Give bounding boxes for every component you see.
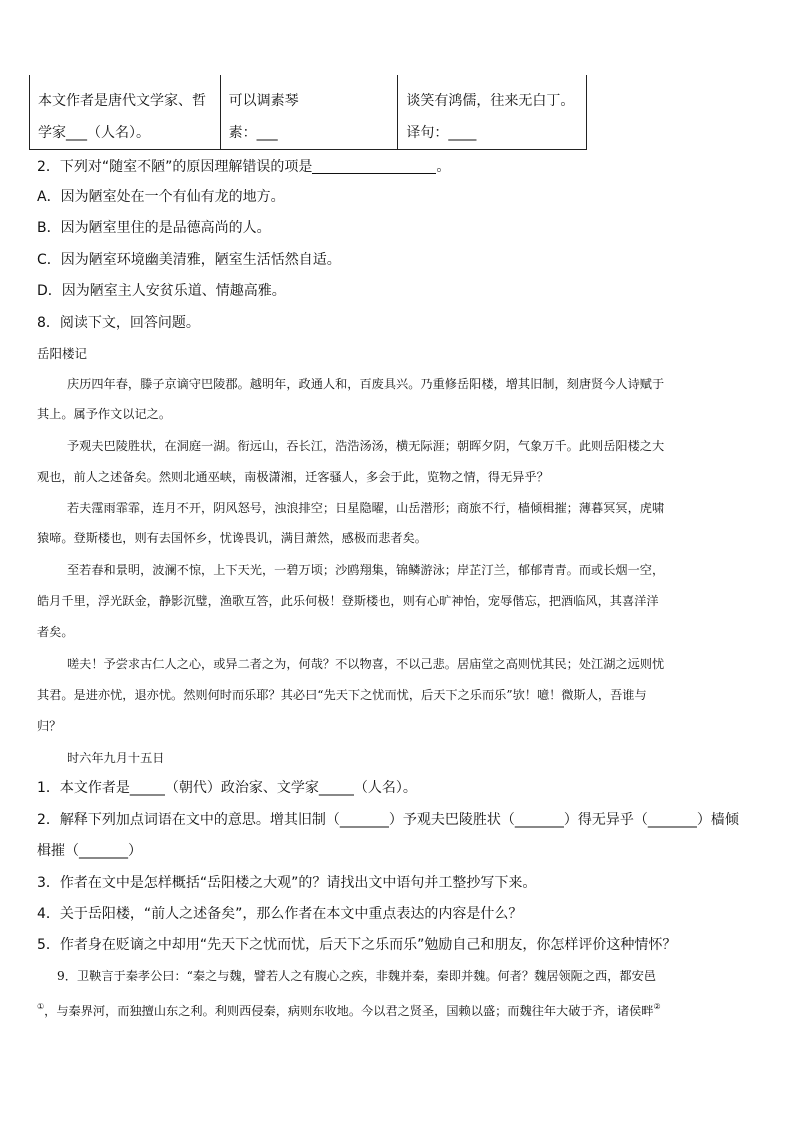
option-c: C．因为陋室环境幽美清雅，陋室生活恬然自适。 bbox=[37, 252, 341, 268]
passage-line: 嗟夫！予尝求古仁人之心，或异二者之为，何哉？不以物喜，不以己悲。居庙堂之高则忧其民；处江湖之远则忧 bbox=[67, 657, 665, 671]
passage-line: 庆历四年春，滕子京谪守巴陵郡。越明年，政通人和，百废具兴。乃重修岳阳楼，增其旧制，刻唐贤今人诗赋于 bbox=[67, 377, 665, 391]
passage-line: 其君。是进亦忧，退亦忧。然则何时而乐耶？其必曰“先天下之忧而忧，后天下之乐而乐”欤！噫！微斯人，吾谁与 bbox=[37, 688, 647, 702]
subquestion-2: 2．解释下列加点词语在文中的意思。增其旧制（_______）予观夫巴陵胜状（_______）得无异乎（_______）樯倾 bbox=[37, 812, 739, 828]
table-cell-text: 译句：____ bbox=[406, 125, 477, 141]
table-cell-text: 谈笑有鸿儒，往来无白丁。 bbox=[406, 93, 575, 109]
passage-date: 时六年九月十五日 bbox=[67, 751, 165, 765]
passage-line: 猿啼。登斯楼也，则有去国怀乡，忧谗畏讥，满目萧然，感极而悲者矣。 bbox=[37, 531, 427, 545]
question-8-intro: 8．阅读下文，回答问题。 bbox=[37, 315, 200, 331]
option-d: D．因为陋室主人安贫乐道、情趣高雅。 bbox=[37, 283, 286, 299]
footnote-marker: ① bbox=[37, 1002, 45, 1011]
subquestion-2-cont: 楫摧（_______） bbox=[37, 843, 142, 859]
passage-line: 归？ bbox=[37, 719, 62, 733]
passage-line: 予观夫巴陵胜状，在洞庭一湖。衔远山，吞长江，浩浩汤汤，横无际涯；朝晖夕阴，气象万千。此则岳阳楼之大 bbox=[67, 439, 665, 453]
passage-line: 至若春和景明，波澜不惊，上下天光，一碧万顷；沙鸥翔集，锦鳞游泳；岸芷汀兰，郁郁青青。而或长烟一空， bbox=[67, 563, 665, 577]
passage-title: 岳阳楼记 bbox=[37, 346, 88, 361]
option-b: B．因为陋室里住的是品德高尚的人。 bbox=[37, 220, 271, 236]
question-9-line: 9．卫鞅言于秦孝公曰：“秦之与魏，譬若人之有腹心之疾，非魏并秦，秦即并魏。何者？魏居领阨之西，都安邑 bbox=[57, 969, 656, 983]
passage-line: 观也，前人之述备矣。然则北通巫峡，南极潇湘，迁客骚人，多会于此，览物之情，得无异乎？ bbox=[37, 470, 549, 484]
passage-line: 皓月千里，浮光跃金，静影沉璧，渔歌互答，此乐何极！登斯楼也，则有心旷神怡，宠辱偕忘，把酒临风，其喜洋洋 bbox=[37, 594, 659, 608]
footnote-marker: ② bbox=[653, 1002, 661, 1011]
table-cell-text: 可以调素琴 bbox=[228, 93, 299, 109]
table-cell-text: 素：___ bbox=[228, 125, 278, 141]
passage-line: 者矣。 bbox=[37, 625, 74, 639]
subquestion-4: 4．关于岳阳楼，“前人之述备矣”，那么作者在本文中重点表达的内容是什么？ bbox=[37, 906, 523, 922]
subquestion-5: 5．作者身在贬谪之中却用“先天下之忧而忧，后天下之乐而乐”勉励自己和朋友，你怎样评价这种情怀？ bbox=[37, 937, 677, 953]
option-a: A．因为陋室处在一个有仙有龙的地方。 bbox=[37, 189, 285, 205]
subquestion-3: 3．作者在文中是怎样概括“岳阳楼之大观”的？请找出文中语句并工整抄写下来。 bbox=[37, 875, 537, 891]
answer-table bbox=[29, 75, 587, 150]
subquestion-1: 1．本文作者是_____（朝代）政治家、文学家_____（人名）。 bbox=[37, 780, 417, 796]
table-cell-su bbox=[220, 75, 398, 150]
passage-line: 若夫霪雨霏霏，连月不开，阴风怒号，浊浪排空；日星隐曜，山岳潜形；商旅不行，樯倾楫摧；薄暮冥冥，虎啸 bbox=[67, 501, 665, 515]
answer-blank bbox=[312, 159, 436, 174]
table-cell-text: 本文作者是唐代文学家、哲 bbox=[38, 93, 206, 109]
table-cell-author bbox=[30, 75, 221, 150]
table-cell-translate bbox=[398, 75, 587, 150]
question-2-stem: 2．下列对“随室不陋”的原因理解错误的项是 。 bbox=[37, 159, 451, 175]
passage-line: 其上。属予作文以记之。 bbox=[37, 407, 172, 421]
question-9-line: ①，与秦界河，而独擅山东之利。利则西侵秦，病则东收地。今以君之贤圣，国赖以盛；而魏往年大破于齐，诸侯畔② bbox=[37, 1002, 661, 1018]
table-cell-text: 学家___（人名）。 bbox=[38, 125, 150, 141]
